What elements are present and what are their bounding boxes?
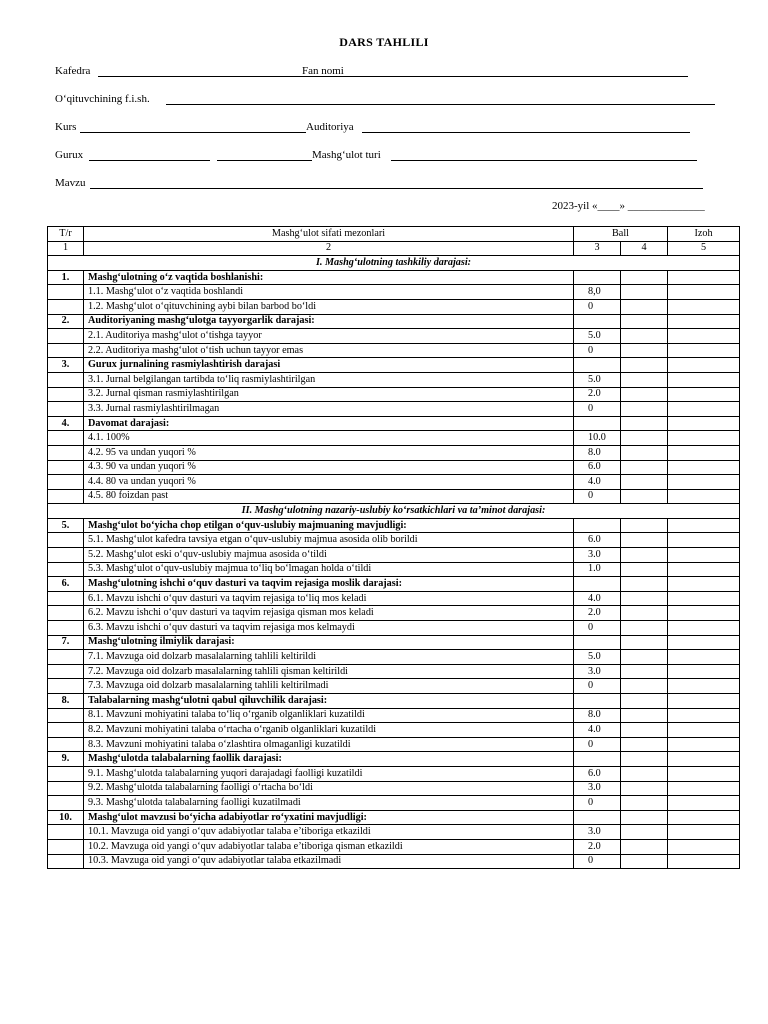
sub-criterion-row <box>48 796 740 811</box>
ball-cell-2 <box>621 431 668 446</box>
izoh-cell <box>668 533 740 548</box>
gurux-line <box>55 149 700 163</box>
criterion-number: 10. <box>48 810 84 825</box>
sub-criterion-text: 8.3. Mavzuni mohiyatini talaba o‘zlashtira olmaganligi kuzatildi <box>84 737 574 752</box>
ball-value: 6.0 <box>574 766 621 781</box>
row-number-cell <box>48 445 84 460</box>
ball-value: 3.0 <box>574 548 621 563</box>
row-number-cell <box>48 796 84 811</box>
kurs-line <box>55 121 695 135</box>
sub-criterion-text: 10.1. Mavzuga oid yangi o‘quv adabiyotlar talaba e’tiboriga etkazildi <box>84 825 574 840</box>
ball-value: 5.0 <box>574 372 621 387</box>
col-number: 2 <box>84 241 574 256</box>
sub-criterion-text: 6.3. Mavzu ishchi o‘quv dasturi va taqvim rejasiga mos kelmaydi <box>84 621 574 636</box>
ball-value: 5.0 <box>574 650 621 665</box>
row-number-cell <box>48 606 84 621</box>
ball-cell-2 <box>621 606 668 621</box>
ball-value: 4.0 <box>574 723 621 738</box>
sub-criterion-text: 3.3. Jurnal rasmiylashtirilmagan <box>84 402 574 417</box>
sub-criterion-row <box>48 708 740 723</box>
row-number-cell <box>48 372 84 387</box>
ball-value: 2.0 <box>574 606 621 621</box>
izoh-cell <box>668 343 740 358</box>
teacher-line <box>55 93 720 107</box>
sub-criterion-text: 5.1. Mashg‘ulot kafedra tavsiya etgan o‘quv-uslubiy majmua asosida olib borildi <box>84 533 574 548</box>
sub-criterion-text: 7.2. Mavzuga oid dolzarb masalalarning tahlili qisman keltirildi <box>84 664 574 679</box>
sub-criterion-text: 1.1. Mashg‘ulot o‘z vaqtida boshlandi <box>84 285 574 300</box>
gurux-field-2[interactable] <box>217 160 312 161</box>
row-number-cell <box>48 781 84 796</box>
ball-value: 6.0 <box>574 533 621 548</box>
ball-value: 3.0 <box>574 781 621 796</box>
izoh-cell <box>668 314 740 329</box>
mavzu-field[interactable] <box>90 188 703 189</box>
ball-value: 0 <box>574 343 621 358</box>
header-izoh: Izoh <box>668 227 740 242</box>
mavzu-label: Mavzu <box>55 177 86 189</box>
izoh-cell <box>668 548 740 563</box>
ball-value: 8.0 <box>574 445 621 460</box>
ball-cell <box>574 810 621 825</box>
ball-cell-2 <box>621 372 668 387</box>
ball-cell-2 <box>621 533 668 548</box>
sub-criterion-text: 3.2. Jurnal qisman rasmiylashtirilgan <box>84 387 574 402</box>
section-row <box>48 504 740 519</box>
ball-value: 0 <box>574 621 621 636</box>
sub-criterion-text: 1.2. Mashg‘ulot o‘qituvchining aybi bilan barbod bo‘ldi <box>84 299 574 314</box>
sub-criterion-text: 9.1. Mashg‘ulotda talabalarning yuqori darajadagi faolligi kuzatildi <box>84 766 574 781</box>
gurux-label: Gurux <box>55 149 84 161</box>
izoh-cell <box>668 372 740 387</box>
ball-cell-2 <box>621 445 668 460</box>
sub-criterion-row <box>48 723 740 738</box>
sub-criterion-row <box>48 329 740 344</box>
ball-value: 3.0 <box>574 664 621 679</box>
criterion-title: Mashg‘ulot bo‘yicha chop etilgan o‘quv-uslubiy majmuaning mavjudligi: <box>84 518 574 533</box>
ball-cell-2 <box>621 766 668 781</box>
izoh-cell <box>668 489 740 504</box>
sub-criterion-row <box>48 621 740 636</box>
sub-criterion-row <box>48 854 740 869</box>
ball-cell-2 <box>621 737 668 752</box>
criterion-number: 6. <box>48 577 84 592</box>
sub-criterion-text: 6.2. Mavzu ishchi o‘quv dasturi va taqvim rejasiga qisman mos keladi <box>84 606 574 621</box>
izoh-cell <box>668 766 740 781</box>
ball-cell-2 <box>621 591 668 606</box>
mashgulot-turi-label: Mashg‘ulot turi <box>312 149 381 161</box>
row-number-cell <box>48 562 84 577</box>
ball-cell-2 <box>621 694 668 709</box>
izoh-cell <box>668 402 740 417</box>
criterion-row <box>48 518 740 533</box>
izoh-cell <box>668 621 740 636</box>
izoh-cell <box>668 650 740 665</box>
criterion-title: Gurux jurnalining rasmiylashtirish darajasi <box>84 358 574 373</box>
izoh-cell <box>668 329 740 344</box>
izoh-cell <box>668 854 740 869</box>
ball-cell-2 <box>621 679 668 694</box>
row-number-cell <box>48 402 84 417</box>
criterion-row <box>48 810 740 825</box>
criterion-title: Mashg‘ulotning o‘z vaqtida boshlanishi: <box>84 270 574 285</box>
izoh-cell <box>668 445 740 460</box>
row-number-cell <box>48 854 84 869</box>
row-number-cell <box>48 650 84 665</box>
ball-value: 5.0 <box>574 329 621 344</box>
ball-cell-2 <box>621 664 668 679</box>
sub-criterion-row <box>48 562 740 577</box>
sub-criterion-row <box>48 533 740 548</box>
sub-criterion-row <box>48 285 740 300</box>
ball-value: 1.0 <box>574 562 621 577</box>
izoh-cell <box>668 606 740 621</box>
criterion-title: Mashg‘ulotda talabalarning faollik darajasi: <box>84 752 574 767</box>
col-number: 4 <box>621 241 668 256</box>
header-row <box>48 227 740 242</box>
section-row <box>48 256 740 271</box>
row-number-cell <box>48 343 84 358</box>
ball-cell <box>574 270 621 285</box>
ball-cell-2 <box>621 402 668 417</box>
row-number-cell <box>48 591 84 606</box>
izoh-cell <box>668 694 740 709</box>
sub-criterion-row <box>48 664 740 679</box>
ball-cell-2 <box>621 460 668 475</box>
criterion-number: 3. <box>48 358 84 373</box>
sub-criterion-text: 7.1. Mavzuga oid dolzarb masalalarning tahlili keltirildi <box>84 650 574 665</box>
ball-cell-2 <box>621 548 668 563</box>
teacher-field[interactable] <box>166 104 715 105</box>
row-number-cell <box>48 475 84 490</box>
sub-criterion-text: 2.1. Auditoriya mashg‘ulot o‘tishga tayyor <box>84 329 574 344</box>
ball-cell-2 <box>621 854 668 869</box>
criterion-title: Mashg‘ulotning ilmiylik darajasi: <box>84 635 574 650</box>
ball-value: 0 <box>574 489 621 504</box>
ball-cell-2 <box>621 752 668 767</box>
header-tr: T/r <box>48 227 84 242</box>
auditoriya-label: Auditoriya <box>306 121 354 133</box>
ball-cell-2 <box>621 708 668 723</box>
izoh-cell <box>668 577 740 592</box>
section-title: II. Mashg‘ulotning nazariy-uslubiy ko‘rsatkichlari va ta’minot darajasi: <box>48 504 740 519</box>
row-number-cell <box>48 548 84 563</box>
row-number-cell <box>48 766 84 781</box>
criterion-title: Mashg‘ulot mavzusi bo‘yicha adabiyotlar ro‘yxatini mavjudligi: <box>84 810 574 825</box>
ball-cell <box>574 752 621 767</box>
criterion-title: Davomat darajasi: <box>84 416 574 431</box>
sub-criterion-row <box>48 737 740 752</box>
ball-cell-2 <box>621 562 668 577</box>
criterion-title: Mashg‘ulotning ishchi o‘quv dasturi va taqvim rejasiga moslik darajasi: <box>84 577 574 592</box>
ball-value: 0 <box>574 854 621 869</box>
row-number-cell <box>48 329 84 344</box>
sub-criterion-text: 4.3. 90 va undan yuqori % <box>84 460 574 475</box>
fan-nomi-field[interactable] <box>351 76 688 77</box>
row-number-cell <box>48 664 84 679</box>
sub-criterion-row <box>48 460 740 475</box>
ball-value: 0 <box>574 737 621 752</box>
sub-criterion-row <box>48 372 740 387</box>
criterion-number: 1. <box>48 270 84 285</box>
header-ball: Ball <box>574 227 668 242</box>
row-number-cell <box>48 299 84 314</box>
sub-criterion-row <box>48 431 740 446</box>
sub-criterion-row <box>48 299 740 314</box>
criterion-row <box>48 358 740 373</box>
criterion-row <box>48 270 740 285</box>
criterion-number: 4. <box>48 416 84 431</box>
kurs-field[interactable] <box>80 132 306 133</box>
ball-value: 3.0 <box>574 825 621 840</box>
sub-criterion-text: 8.1. Mavzuni mohiyatini talaba to‘liq o‘rganib olganliklari kuzatildi <box>84 708 574 723</box>
izoh-cell <box>668 387 740 402</box>
izoh-cell <box>668 460 740 475</box>
criterion-row <box>48 416 740 431</box>
ball-cell <box>574 635 621 650</box>
column-number-row <box>48 241 740 256</box>
mashgulot-turi-field[interactable] <box>391 160 697 161</box>
sub-criterion-text: 7.3. Mavzuga oid dolzarb masalalarning tahlili keltirilmadi <box>84 679 574 694</box>
sub-criterion-text: 8.2. Mavzuni mohiyatini talaba o‘rtacha o‘rganib olganliklari kuzatildi <box>84 723 574 738</box>
ball-cell-2 <box>621 781 668 796</box>
row-number-cell <box>48 431 84 446</box>
ball-value: 2.0 <box>574 839 621 854</box>
kurs-label: Kurs <box>55 121 77 133</box>
row-number-cell <box>48 825 84 840</box>
sub-criterion-row <box>48 445 740 460</box>
ball-value: 8,0 <box>574 285 621 300</box>
sub-criterion-text: 4.1. 100% <box>84 431 574 446</box>
row-number-cell <box>48 737 84 752</box>
izoh-cell <box>668 664 740 679</box>
ball-cell-2 <box>621 358 668 373</box>
sub-criterion-row <box>48 591 740 606</box>
izoh-cell <box>668 285 740 300</box>
ball-value: 8.0 <box>574 708 621 723</box>
ball-cell-2 <box>621 650 668 665</box>
sub-criterion-row <box>48 489 740 504</box>
ball-cell <box>574 577 621 592</box>
izoh-cell <box>668 679 740 694</box>
kafedra-label: Kafedra <box>55 65 91 77</box>
ball-value: 0 <box>574 402 621 417</box>
col-number: 1 <box>48 241 84 256</box>
sub-criterion-row <box>48 679 740 694</box>
criterion-title: Talabalarning mashg‘ulotni qabul qiluvchilik darajasi: <box>84 694 574 709</box>
izoh-cell <box>668 635 740 650</box>
sub-criterion-row <box>48 839 740 854</box>
sub-criterion-row <box>48 781 740 796</box>
sub-criterion-row <box>48 548 740 563</box>
sub-criterion-text: 2.2. Auditoriya mashg‘ulot o‘tish uchun tayyor emas <box>84 343 574 358</box>
ball-cell-2 <box>621 635 668 650</box>
criterion-number: 7. <box>48 635 84 650</box>
ball-cell <box>574 416 621 431</box>
ball-cell-2 <box>621 343 668 358</box>
izoh-cell <box>668 737 740 752</box>
sub-criterion-row <box>48 387 740 402</box>
ball-cell-2 <box>621 839 668 854</box>
sub-criterion-text: 10.3. Mavzuga oid yangi o‘quv adabiyotlar talaba etkazilmadi <box>84 854 574 869</box>
section-title: I. Mashg‘ulotning tashkiliy darajasi: <box>48 256 740 271</box>
sub-criterion-row <box>48 402 740 417</box>
sub-criterion-text: 10.2. Mavzuga oid yangi o‘quv adabiyotlar talaba e’tiboriga qisman etkazildi <box>84 839 574 854</box>
izoh-cell <box>668 752 740 767</box>
row-number-cell <box>48 387 84 402</box>
izoh-cell <box>668 839 740 854</box>
evaluation-table <box>47 226 740 869</box>
sub-criterion-text: 3.1. Jurnal belgilangan tartibda to‘liq rasmiylashtirilgan <box>84 372 574 387</box>
ball-cell-2 <box>621 810 668 825</box>
sub-criterion-text: 4.2. 95 va undan yuqori % <box>84 445 574 460</box>
sub-criterion-text: 9.3. Mashg‘ulotda talabalarning faolligi kuzatilmadi <box>84 796 574 811</box>
izoh-cell <box>668 825 740 840</box>
ball-cell-2 <box>621 723 668 738</box>
sub-criterion-row <box>48 475 740 490</box>
izoh-cell <box>668 518 740 533</box>
ball-value: 0 <box>574 299 621 314</box>
izoh-cell <box>668 416 740 431</box>
ball-cell-2 <box>621 825 668 840</box>
gurux-field[interactable] <box>89 160 210 161</box>
izoh-cell <box>668 475 740 490</box>
ball-cell-2 <box>621 518 668 533</box>
criterion-row <box>48 577 740 592</box>
izoh-cell <box>668 591 740 606</box>
izoh-cell <box>668 562 740 577</box>
ball-cell <box>574 694 621 709</box>
criterion-row <box>48 752 740 767</box>
criterion-row <box>48 314 740 329</box>
mavzu-line <box>55 177 710 191</box>
fan-nomi-label: Fan nomi <box>302 65 344 77</box>
sub-criterion-text: 5.2. Mashg‘ulot eski o‘quv-uslubiy majmua asosida o‘tildi <box>84 548 574 563</box>
sub-criterion-row <box>48 766 740 781</box>
sub-criterion-text: 4.5. 80 foizdan past <box>84 489 574 504</box>
row-number-cell <box>48 679 84 694</box>
sub-criterion-text: 5.3. Mashg‘ulot o‘quv-uslubiy majmua to‘liq bo‘lmagan holda o‘tildi <box>84 562 574 577</box>
ball-value: 2.0 <box>574 387 621 402</box>
izoh-cell <box>668 781 740 796</box>
criterion-row <box>48 635 740 650</box>
row-number-cell <box>48 489 84 504</box>
ball-value: 4.0 <box>574 591 621 606</box>
row-number-cell <box>48 285 84 300</box>
izoh-cell <box>668 270 740 285</box>
ball-value: 10.0 <box>574 431 621 446</box>
date-line: 2023-yil «____» ______________ <box>552 200 705 212</box>
izoh-cell <box>668 796 740 811</box>
ball-cell-2 <box>621 489 668 504</box>
ball-cell-2 <box>621 299 668 314</box>
ball-cell <box>574 314 621 329</box>
ball-cell-2 <box>621 270 668 285</box>
ball-cell-2 <box>621 285 668 300</box>
ball-cell-2 <box>621 475 668 490</box>
sub-criterion-row <box>48 650 740 665</box>
row-number-cell <box>48 621 84 636</box>
ball-cell-2 <box>621 329 668 344</box>
sub-criterion-text: 6.1. Mavzu ishchi o‘quv dasturi va taqvim rejasiga to‘liq mos keladi <box>84 591 574 606</box>
row-number-cell <box>48 533 84 548</box>
ball-cell <box>574 518 621 533</box>
ball-value: 6.0 <box>574 460 621 475</box>
col-number: 5 <box>668 241 740 256</box>
row-number-cell <box>48 460 84 475</box>
izoh-cell <box>668 358 740 373</box>
izoh-cell <box>668 723 740 738</box>
col-number: 3 <box>574 241 621 256</box>
ball-cell-2 <box>621 416 668 431</box>
ball-cell-2 <box>621 577 668 592</box>
izoh-cell <box>668 708 740 723</box>
ball-cell-2 <box>621 314 668 329</box>
izoh-cell <box>668 299 740 314</box>
sub-criterion-row <box>48 606 740 621</box>
criterion-row <box>48 694 740 709</box>
ball-cell-2 <box>621 387 668 402</box>
criterion-title: Auditoriyaning mashg‘ulotga tayyorgarlik darajasi: <box>84 314 574 329</box>
ball-cell-2 <box>621 796 668 811</box>
ball-cell-2 <box>621 621 668 636</box>
criterion-number: 9. <box>48 752 84 767</box>
row-number-cell <box>48 723 84 738</box>
row-number-cell <box>48 708 84 723</box>
sub-criterion-row <box>48 825 740 840</box>
criterion-number: 8. <box>48 694 84 709</box>
criterion-number: 5. <box>48 518 84 533</box>
sub-criterion-text: 9.2. Mashg‘ulotda talabalarning faolligi o‘rtacha bo‘ldi <box>84 781 574 796</box>
header-criteria: Mashg‘ulot sifati mezonlari <box>84 227 574 242</box>
ball-value: 0 <box>574 679 621 694</box>
ball-value: 0 <box>574 796 621 811</box>
ball-cell <box>574 358 621 373</box>
kafedra-line <box>55 65 695 79</box>
document-title: DARS TAHLILI <box>339 35 429 49</box>
ball-value: 4.0 <box>574 475 621 490</box>
izoh-cell <box>668 810 740 825</box>
auditoriya-field[interactable] <box>362 132 690 133</box>
criterion-number: 2. <box>48 314 84 329</box>
teacher-label: O‘qituvchining f.i.sh. <box>55 93 150 105</box>
izoh-cell <box>668 431 740 446</box>
sub-criterion-text: 4.4. 80 va undan yuqori % <box>84 475 574 490</box>
row-number-cell <box>48 839 84 854</box>
sub-criterion-row <box>48 343 740 358</box>
